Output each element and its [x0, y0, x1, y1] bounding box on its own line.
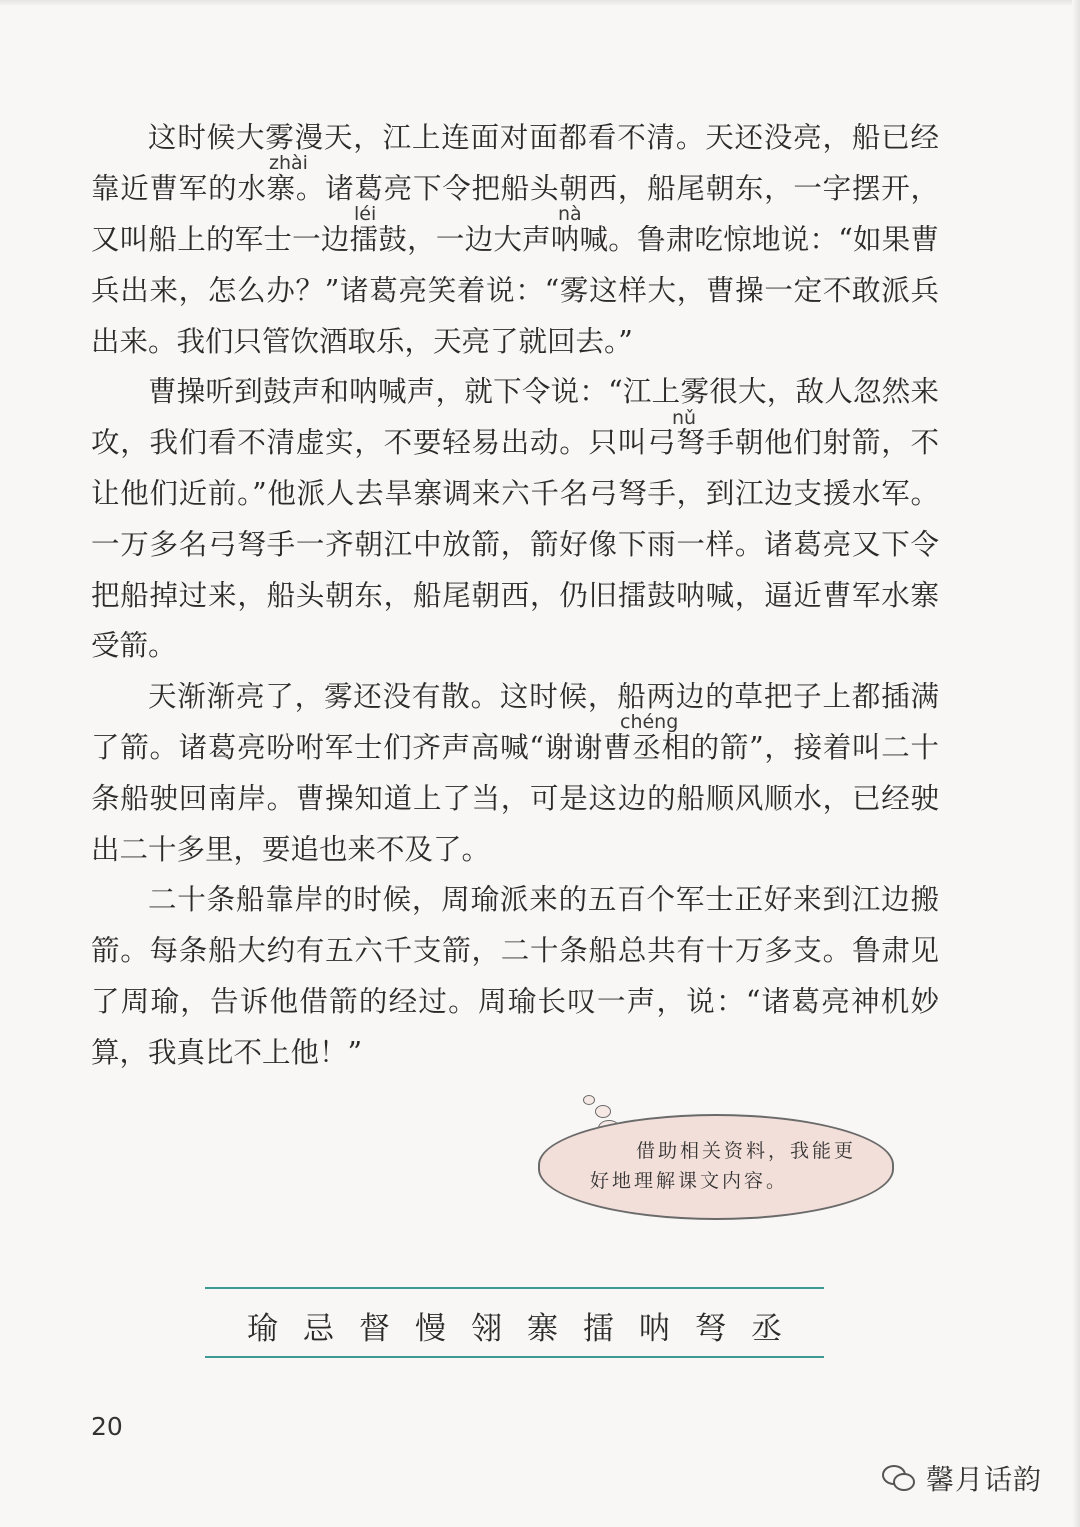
paragraph-2-line-2: 攻，我们看不清虚实，不要轻易出动。只叫弓弩手朝他们射箭，不 [91, 426, 939, 459]
paragraph-2-line-6: 受箭。 [91, 629, 177, 662]
paragraph-4-line-1: 二十条船靠岸的时候，周瑜派来的五百个军士正好来到江边搬 [148, 883, 939, 916]
paragraph-4-line-4: 算，我真比不上他！” [91, 1036, 363, 1069]
paragraph-2-line-3: 让他们近前。”他派人去旱寨调来六千名弓弩手，到江边支援水军。 [91, 477, 939, 510]
paragraph-3-line-2: 了箭。诸葛亮吩咐军士们齐声高喊“谢谢曹丞相的箭”，接着叫二十 [91, 731, 939, 764]
vocab-char: 寨 [527, 1310, 558, 1347]
paragraph-1-line-4: 兵出来，怎么办？”诸葛亮笑着说：“雾这样大，曹操一定不敢派兵 [91, 274, 939, 307]
pinyin-na: nà [558, 203, 582, 225]
pinyin-nu: nǔ [672, 407, 697, 429]
paragraph-1-line-5: 出来。我们只管饮酒取乐，天亮了就回去。” [91, 325, 633, 358]
vocab-char: 翎 [471, 1310, 502, 1347]
paragraph-1-line-3: 又叫船上的军士一边擂鼓，一边大声呐喊。鲁肃吃惊地说：“如果曹 [91, 223, 939, 256]
vocab-char: 丞 [751, 1310, 782, 1347]
paragraph-3-line-3: 条船驶回南岸。曹操知道上了当，可是这边的船顺风顺水，已经驶 [91, 782, 939, 815]
vocab-char: 瑜 [247, 1310, 278, 1347]
thought-bubble-line-2: 好地理解课文内容。 [590, 1170, 789, 1192]
vocab-char: 擂 [583, 1310, 614, 1347]
vocabulary-characters [205, 1300, 824, 1350]
watermark [882, 1458, 1042, 1498]
bubble-dot-small [583, 1095, 595, 1105]
bubble-dot-medium [595, 1105, 611, 1118]
paragraph-2-line-4: 一万多名弓弩手一齐朝江中放箭，箭好像下雨一样。诸葛亮又下令 [91, 528, 939, 561]
paragraph-3-line-1: 天渐渐亮了，雾还没有散。这时候，船两边的草把子上都插满 [148, 680, 939, 713]
thought-bubble-line-1: 借助相关资料，我能更 [636, 1140, 857, 1162]
paragraph-3-line-4: 出二十多里，要追也来不及了。 [91, 833, 491, 866]
paragraph-4-line-2: 箭。每条船大约有五六千支箭，二十条船总共有十万多支。鲁肃见 [91, 934, 939, 967]
vocab-char: 慢 [415, 1310, 446, 1347]
vocab-rule-top [205, 1287, 824, 1289]
watermark-text: 馨月话韵 [925, 1463, 1042, 1496]
paragraph-1-line-1: 这时候大雾漫天，江上连面对面都看不清。天还没亮，船已经 [148, 121, 939, 154]
vocab-char: 呐 [639, 1310, 670, 1347]
vocab-rule-bottom [205, 1356, 824, 1358]
paragraph-2-line-1: 曹操听到鼓声和呐喊声，就下令说：“江上雾很大，敌人忽然来 [148, 375, 939, 408]
page-edge-right [1072, 0, 1080, 1527]
pinyin-cheng: chéng [620, 711, 679, 733]
vocab-char: 督 [359, 1310, 390, 1347]
page-edge [0, 0, 1080, 6]
pinyin-zhai: zhài [269, 152, 308, 174]
wechat-icon [882, 1463, 916, 1493]
vocab-char: 弩 [695, 1310, 726, 1347]
paragraph-4-line-3: 了周瑜，告诉他借箭的经过。周瑜长叹一声，说：“诸葛亮神机妙 [91, 985, 939, 1018]
paragraph-2-line-5: 把船掉过来，船头朝东，船尾朝西，仍旧擂鼓呐喊，逼近曹军水寨 [91, 579, 939, 612]
vocab-char: 忌 [303, 1310, 334, 1347]
page-number: 20 [91, 1412, 123, 1441]
paragraph-1-line-2: 靠近曹军的水寨。诸葛亮下令把船头朝西，船尾朝东，一字摆开， [91, 172, 939, 205]
pinyin-lei: léi [354, 203, 377, 225]
